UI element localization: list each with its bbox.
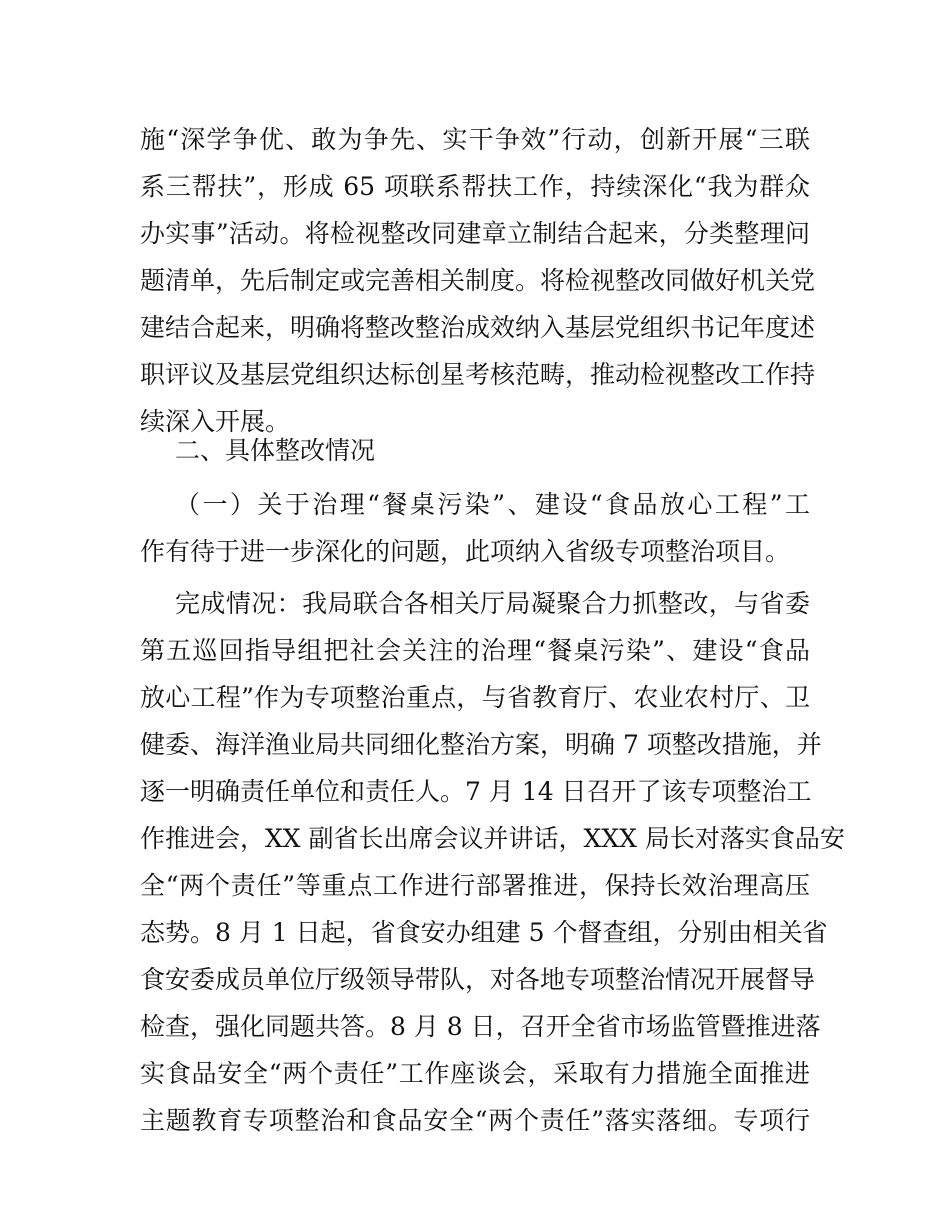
paragraph-line: 题清单，先后制定或完善相关制度。将检视整改同做好机关党: [140, 266, 816, 295]
section-heading: 二、具体整改情况: [175, 436, 376, 465]
completion-line: 食安委成员单位厅级领导带队，对各地专项整治情况开展督导: [140, 965, 816, 994]
completion-line: 主题教育专项整治和食品安全“两个责任”落实落细。专项行: [140, 1106, 810, 1135]
paragraph-line: 系三帮扶”，形成 65 项联系帮扶工作，持续深化“我为群众: [140, 172, 810, 201]
paragraph-line: 办实事”活动。将检视整改同建章立制结合起来，分类整理问: [140, 219, 810, 248]
completion-line: 完成情况：我局联合各相关厅局凝聚合力抓整改，与省委: [175, 589, 810, 618]
paragraph-line: 职评议及基层党组织达标创星考核范畴，推动检视整改工作持: [140, 360, 816, 389]
paragraph-line: 建结合起来，明确将整改整治成效纳入基层党组织书记年度述: [140, 313, 816, 342]
completion-line: 作推进会，XX 副省长出席会议并讲话，XXX 局长对落实食品安: [140, 824, 845, 853]
completion-line: 逐一明确责任单位和责任人。7 月 14 日召开了该专项整治工: [140, 777, 812, 806]
completion-line: 实食品安全“两个责任”工作座谈会，采取有力措施全面推进: [140, 1059, 810, 1088]
completion-line: 第五巡回指导组把社会关注的治理“餐桌污染”、建设“食品: [140, 636, 810, 665]
completion-line: 态势。8 月 1 日起，省食安办组建 5 个督查组，分别由相关省: [140, 918, 828, 947]
completion-line: 健委、海洋渔业局共同细化整治方案，明确 7 项整改措施，并: [140, 730, 822, 759]
paragraph-line: 续深入开展。: [140, 407, 291, 436]
completion-line: 放心工程”作为专项整治重点，与省教育厅、农业农村厅、卫: [140, 683, 810, 712]
paragraph-line: 施“深学争优、敢为争先、实干争效”行动，创新开展“三联: [140, 125, 810, 154]
item-line: 作有待于进一步深化的问题，此项纳入省级专项整治项目。: [140, 537, 791, 566]
item-line: （一）关于治理“餐桌污染”、建设“食品放心工程”工: [175, 490, 810, 519]
completion-line: 检查，强化同题共答。8 月 8 日，召开全省市场监管暨推进落: [140, 1012, 821, 1041]
completion-line: 全“两个责任”等重点工作进行部署推进，保持长效治理高压: [140, 871, 810, 900]
